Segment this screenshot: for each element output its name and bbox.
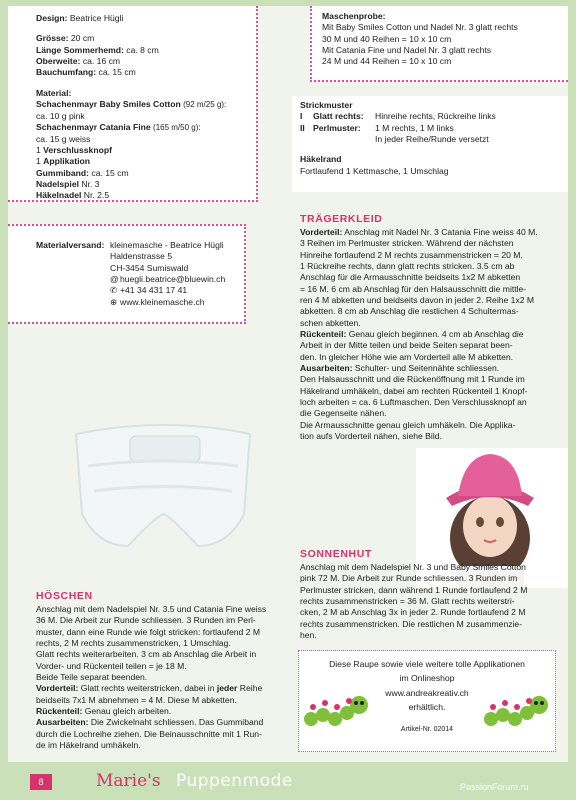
size-value: 20 cm: [70, 33, 95, 44]
sonnenhut-line: rechts zusammenstricken. Die restlichen M zusammenzie-: [300, 618, 523, 629]
material-title: Material:: [36, 87, 72, 98]
text-run: muster, dann eine Runde wie folgt stricken: fortlaufend 2 M: [36, 626, 261, 637]
footer: [0, 770, 576, 794]
traegerkleid-line: [300, 329, 566, 340]
watermark: PassionForum.ru: [460, 782, 529, 792]
text-run: ren 4 M abketten und beidseits davon in jeder 2. Reihe 1x2 M: [300, 294, 535, 305]
sonnenhut-title: SONNENHUT: [300, 548, 372, 560]
traegerkleid-line: [300, 306, 566, 317]
label-bold: Ausarbeiten:: [300, 362, 353, 373]
label-bold: Ausarbeiten:: [36, 717, 89, 728]
pants-illustration: [38, 396, 288, 580]
size-label: Bauchumfang:: [36, 67, 97, 78]
stitch-1-text: Hinreihe rechts, Rückreihe links: [375, 111, 496, 122]
size-list: [36, 33, 256, 78]
text-run: durch die Lochreihe ziehen. Die Beinausschnitte mit 1 Run-: [36, 728, 262, 739]
text-run: 1 Rückreihe rechts, dann glatt rechts stricken. 3.5 cm ab: [300, 260, 515, 271]
text-run: den. In gleicher Höhe wie am Vorderteil alle M abketten.: [300, 351, 514, 362]
gauge-line: Mit Baby Smiles Cotton und Nadel Nr. 3 glatt rechts: [322, 22, 518, 33]
elastic-value: ca. 15 cm: [91, 167, 129, 178]
hoeschen-text: [36, 604, 292, 751]
size-value: ca. 16 cm: [82, 56, 121, 67]
stitch-title: Strickmuster: [300, 100, 353, 110]
pants-photo: [38, 396, 288, 580]
material-2-name: Schachenmayr Catania Fine: [36, 121, 151, 132]
sonnenhut-line: pink 72 M. Die Arbeit zur Runde schliessen. 3 Runden im: [300, 573, 518, 584]
material-2-detail: (165 m/50 g):: [153, 122, 201, 132]
hook-label: Häkelnadel: [36, 190, 82, 201]
size-row: [36, 33, 256, 44]
size-value: ca. 15 cm: [98, 67, 136, 78]
traegerkleid-line: [300, 238, 566, 249]
text-run: Anschlag für die Armausschnitte beidseits 1x2 M abketten: [300, 272, 521, 283]
label-bold: Rückenteil:: [300, 328, 347, 339]
material-1-detail: (92 m/25 g):: [183, 100, 227, 110]
hoeschen-line: [36, 604, 292, 615]
label-bold: Vorderteil:: [36, 683, 79, 694]
traegerkleid-line: [300, 272, 566, 283]
text-run: die Gegenseite nähen.: [300, 408, 387, 419]
text-run: Die Armausschnitte genau gleich umhäkeln. Die Applika-: [300, 419, 516, 430]
sonnenhut-line: rechts zusammenstricken = 36 M. Glatt rechts weiterstri-: [300, 595, 515, 606]
text-run: schen abketten.: [300, 317, 361, 328]
brand-puppenmode: Puppenmode: [176, 771, 293, 791]
sonnenhut-section: [300, 548, 566, 641]
hoeschen-line: [36, 661, 292, 672]
text-run: Reihe: [237, 683, 263, 694]
ad-box: [298, 650, 556, 752]
stitch-2-text2: In jeder Reihe/Runde versetzt: [375, 134, 489, 145]
hoeschen-line: [36, 740, 292, 751]
traegerkleid-line: [300, 420, 566, 431]
text-run: Anschlag mit dem Nadelspiel Nr. 3.5 und Catania Fine weiss: [36, 603, 267, 614]
label-bold: jeder: [216, 683, 238, 694]
hoeschen-line: [36, 627, 292, 638]
supplier-email[interactable]: huegli.beatrice@bluewin.ch: [120, 274, 226, 285]
hoeschen-line: [36, 672, 292, 683]
text-run: Arbeit in der Mitte teilen und beide Seiten separat been-: [300, 340, 513, 351]
text-run: Hinreihe fortlaufend 2 M rechts zusammenstricken = 20 M.: [300, 249, 523, 260]
closure-name: Verschlussknopf: [43, 144, 112, 155]
traegerkleid-section: [300, 213, 566, 442]
hoeschen-line: [36, 638, 292, 649]
text-run: tion aufs Vorderteil nähen, siehe Bild.: [300, 431, 442, 442]
gauge-line: 24 M und 44 Reihen = 10 x 10 cm: [322, 56, 452, 67]
traegerkleid-line: [300, 250, 566, 261]
traegerkleid-line: [300, 363, 566, 374]
size-row: [36, 45, 256, 56]
supplier-company: kleinemasche - Beatrice Hügli: [110, 240, 224, 250]
traegerkleid-title: TRÄGERKLEID: [300, 213, 383, 225]
text-run: Vorder- und Rückenteil teilen = je 18 M.: [36, 660, 187, 671]
traegerkleid-line: [300, 295, 566, 306]
crochet-text: Fortlaufend 1 Kettmasche, 1 Umschlag: [300, 165, 449, 176]
hoeschen-line: [36, 706, 292, 717]
hook-value: Nr. 2.5: [83, 190, 110, 201]
hoeschen-line: [36, 717, 292, 728]
hoeschen-line: [36, 649, 292, 660]
text-run: Die Zwickelnaht schliessen. Das Gummiband: [88, 717, 264, 728]
hoeschen-line: [36, 683, 292, 694]
text-run: Häkelrand umhäkeln, dabei am rechten Rückenteil 1 Knopf-: [300, 385, 528, 396]
caterpillar-right-icon: [483, 689, 553, 731]
text-run: Genau gleich arbeiten.: [82, 705, 172, 716]
supplier-label: Materialversand:: [36, 240, 105, 250]
needle-label: Nadelspiel: [36, 178, 79, 189]
hoeschen-line: [36, 615, 292, 626]
supplier-street: Haldenstrasse 5: [110, 251, 173, 262]
size-label: Länge Sommerhemd:: [36, 44, 124, 55]
traegerkleid-line: [300, 374, 566, 385]
design-value: Beatrice Hügli: [69, 13, 124, 23]
size-row: [36, 56, 256, 67]
traegerkleid-line: [300, 397, 566, 408]
hoeschen-line: [36, 695, 292, 706]
ad-line-3[interactable]: www.andreakreativ.ch: [385, 687, 469, 698]
hoeschen-line: [36, 729, 292, 740]
sonnenhut-text: [300, 562, 566, 641]
traegerkleid-line: [300, 408, 566, 419]
sonnenhut-line: Anschlag mit dem Nadelspiel Nr. 3 und Baby Smiles Cotton: [300, 561, 526, 572]
text-run: de im Häkelrand umhäkeln.: [36, 739, 141, 750]
gauge-lines: [322, 22, 568, 67]
traegerkleid-line: [300, 386, 566, 397]
sonnenhut-line: Perlmuster stricken, dann während 1 Runde fortlaufend 2 M: [300, 584, 528, 595]
material-1-name: Schachenmayr Baby Smiles Cotton: [36, 99, 181, 110]
phone-icon: ✆: [110, 285, 118, 296]
text-run: loch arbeiten = ca. 6 Luftmaschen. Den Verschlussknopf an: [300, 397, 527, 408]
applique-name: Applikation: [43, 156, 90, 167]
supplier-phone: +41 34 431 17 41: [120, 285, 188, 296]
web-icon: ⊕: [110, 296, 118, 307]
size-value: ca. 8 cm: [126, 44, 159, 55]
stitch-2-label: Perlmuster:: [313, 122, 361, 133]
applique-count: 1: [36, 156, 41, 167]
size-label: Oberweite:: [36, 56, 81, 67]
sonnenhut-line: cken, 2 M ab Anschlag 3x in jeder 2. Runde fortlaufend 2 M: [300, 607, 526, 618]
text-run: = 16 M. 6 cm ab Anschlag für den Halsausschnitt die mittle-: [300, 283, 527, 294]
material-1-qty: ca. 10 g pink: [36, 110, 85, 121]
text-run: Glatt rechts weiterstricken, dabei in: [78, 683, 217, 694]
label-bold: Rückenteil:: [36, 705, 83, 716]
brand-marie: Marie's: [96, 771, 161, 791]
traegerkleid-line: [300, 340, 566, 351]
closure-count: 1: [36, 144, 41, 155]
text-run: abketten. 8 cm ab Anschlag die restlichen 4 Schultermas-: [300, 306, 519, 317]
text-run: Den Halsausschnitt und die Rückenöffnung mit 1 Runde im: [300, 374, 525, 385]
at-icon: @: [110, 274, 119, 285]
supplier-city: CH-3454 Sumiswald: [110, 262, 189, 273]
traegerkleid-line: [300, 352, 566, 363]
material-2-qty: ca. 15 g weiss: [36, 133, 91, 144]
traegerkleid-text: [300, 227, 566, 443]
gauge-title: Maschenprobe:: [322, 11, 386, 21]
design-label: Design:: [36, 13, 68, 23]
crochet-title: Häkelrand: [300, 154, 342, 165]
stitch-panel: [292, 96, 568, 192]
traegerkleid-line: [300, 318, 566, 329]
ad-line-1: Diese Raupe sowie viele weitere tolle Applikationen: [329, 659, 525, 669]
green-frame-left: [0, 0, 8, 800]
page-number: 8: [30, 774, 52, 790]
stitch-2-num: II: [300, 122, 305, 133]
ad-line-2: im Onlineshop: [399, 673, 455, 684]
stitch-1-num: I: [300, 111, 303, 122]
sonnenhut-line: hen.: [300, 629, 317, 640]
hoeschen-section: [36, 590, 292, 751]
text-run: 3 Reihen im Perlmuster stricken. Während der nächsten: [300, 238, 514, 249]
supplier-panel: [8, 224, 246, 324]
text-run: rechts, 2 M rechts zusammenstricken, 1 Umschlag.: [36, 637, 231, 648]
needle-value: Nr. 3: [81, 178, 100, 189]
traegerkleid-line: [300, 227, 566, 238]
caterpillar-left-icon: [303, 689, 373, 731]
hoeschen-title: HÖSCHEN: [36, 590, 93, 602]
text-run: Beide Teile separat beenden.: [36, 671, 148, 682]
stitch-2-text: 1 M rechts, 1 M links: [375, 122, 454, 133]
gauge-line: Mit Catania Fine und Nadel Nr. 3 glatt rechts: [322, 45, 492, 56]
stitch-1-label: Glatt rechts:: [313, 111, 364, 122]
elastic-label: Gummiband:: [36, 167, 89, 178]
info-panel: [8, 6, 258, 202]
gauge-line: 30 M und 40 Reihen = 10 x 10 cm: [322, 33, 452, 44]
green-frame-right: [568, 0, 576, 800]
gauge-panel: [310, 6, 568, 82]
text-run: 36 M. Die Arbeit zur Runde schliessen. 3 Runden im Perl-: [36, 615, 256, 626]
text-run: Glatt rechts weiterarbeiten. 3 cm ab Anschlag die Arbeit in: [36, 649, 257, 660]
ad-line-4: erhältlich.: [408, 702, 446, 713]
traegerkleid-line: [300, 261, 566, 272]
text-run: Anschlag mit Nadel Nr. 3 Catania Fine weiss 40 M.: [342, 226, 538, 237]
text-run: beidseits 7x1 M abnehmen = 4 M. Diese M abketten.: [36, 694, 237, 705]
text-run: Genau gleich beginnen. 4 cm ab Anschlag die: [346, 328, 524, 339]
supplier-web[interactable]: www.kleinemasche.ch: [120, 296, 205, 307]
size-row: [36, 67, 256, 78]
traegerkleid-line: [300, 284, 566, 295]
traegerkleid-line: [300, 431, 566, 442]
label-bold: Vorderteil:: [300, 226, 343, 237]
ad-article: Artikel-Nr. 02014: [400, 726, 454, 734]
size-label: Grösse:: [36, 33, 69, 44]
text-run: Schulter- und Seitennähte schliessen.: [352, 362, 500, 373]
